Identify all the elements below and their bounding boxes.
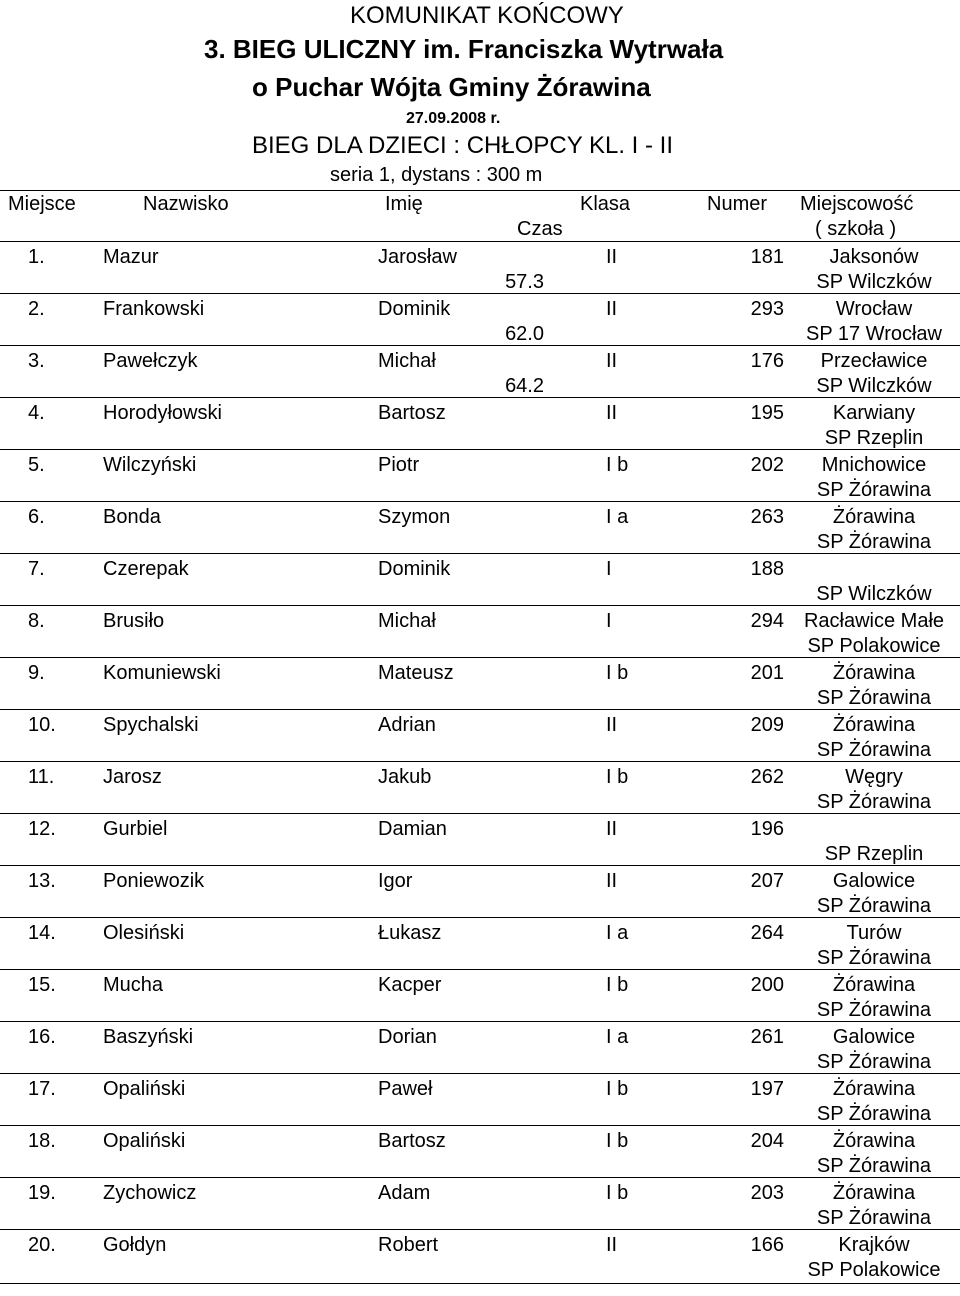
row-surname: Horodyłowski: [103, 402, 222, 424]
table-row: [0, 866, 960, 918]
row-school: SP Wilczków: [816, 271, 932, 293]
table-row: [0, 1230, 960, 1284]
header-event-name: 3. BIEG ULICZNY im. Franciszka Wytrwała: [204, 34, 724, 64]
row-surname: Jarosz: [103, 766, 162, 788]
row-time: 62.0: [505, 323, 544, 345]
column-klasa: Klasa: [580, 193, 631, 215]
row-place: 20.: [28, 1234, 56, 1256]
row-surname: Opaliński: [103, 1078, 186, 1100]
table-row: [0, 242, 960, 294]
row-surname: Frankowski: [103, 298, 205, 320]
row-numer: 209: [750, 714, 784, 736]
row-klasa: II: [606, 714, 618, 736]
header-trophy: o Puchar Wójta Gminy Żórawina: [252, 72, 651, 102]
row-first-name: Adrian: [378, 714, 436, 736]
row-surname: Komuniewski: [103, 662, 221, 684]
row-klasa: I a: [606, 1026, 629, 1048]
row-first-name: Dorian: [378, 1026, 437, 1048]
row-surname: Baszyński: [103, 1026, 194, 1048]
row-school: SP Żórawina: [816, 791, 932, 813]
row-numer: 261: [750, 1026, 784, 1048]
row-place: 9.: [28, 662, 45, 684]
row-surname: Wilczyński: [103, 454, 197, 476]
column-header-row: [0, 190, 960, 242]
row-numer: 264: [750, 922, 784, 944]
row-numer: 207: [750, 870, 784, 892]
row-klasa: I: [606, 558, 612, 580]
row-klasa: I b: [606, 1130, 629, 1152]
table-row: [0, 1126, 960, 1178]
row-first-name: Robert: [378, 1234, 439, 1256]
row-klasa: I b: [606, 1182, 629, 1204]
row-first-name: Paweł: [378, 1078, 433, 1100]
table-row: [0, 762, 960, 814]
row-city: Przecławice: [820, 350, 928, 372]
row-school: SP Rzeplin: [824, 843, 924, 865]
row-klasa: I a: [606, 506, 629, 528]
row-school: SP Żórawina: [816, 1207, 932, 1229]
row-first-name: Damian: [378, 818, 447, 840]
row-school: SP Polakowice: [807, 1259, 941, 1281]
row-numer: 204: [750, 1130, 784, 1152]
header-series: seria 1, dystans : 300 m: [330, 164, 543, 186]
row-first-name: Dominik: [378, 298, 451, 320]
row-place: 18.: [28, 1130, 56, 1152]
column-miejsce: Miejsce: [8, 193, 76, 215]
row-first-name: Jarosław: [378, 246, 457, 268]
row-place: 13.: [28, 870, 56, 892]
row-school: SP Żórawina: [816, 1103, 932, 1125]
row-numer: 181: [750, 246, 784, 268]
column-czas: Czas: [517, 218, 563, 240]
column-numer: Numer: [707, 193, 768, 215]
row-surname: Bonda: [103, 506, 161, 528]
row-klasa: I b: [606, 662, 629, 684]
header-category: BIEG DLA DZIECI : CHŁOPCY KL. I - II: [252, 132, 674, 159]
row-time: 64.2: [505, 375, 544, 397]
row-place: 15.: [28, 974, 56, 996]
row-numer: 201: [750, 662, 784, 684]
row-city: Żórawina: [832, 1130, 916, 1152]
row-place: 5.: [28, 454, 45, 476]
row-place: 2.: [28, 298, 45, 320]
row-surname: Spychalski: [103, 714, 199, 736]
row-surname: Gołdyn: [103, 1234, 167, 1256]
row-school: SP Żórawina: [816, 947, 932, 969]
row-place: 6.: [28, 506, 45, 528]
row-surname: Olesiński: [103, 922, 185, 944]
row-klasa: I: [606, 610, 612, 632]
row-klasa: II: [606, 402, 618, 424]
row-first-name: Adam: [378, 1182, 431, 1204]
table-row: [0, 1178, 960, 1230]
table-row: [0, 658, 960, 710]
table-row: [0, 814, 960, 866]
row-numer: 294: [750, 610, 784, 632]
column-nazwisko: Nazwisko: [143, 193, 229, 215]
row-first-name: Dominik: [378, 558, 451, 580]
row-numer: 262: [750, 766, 784, 788]
row-place: 10.: [28, 714, 56, 736]
row-place: 14.: [28, 922, 56, 944]
row-first-name: Łukasz: [378, 922, 442, 944]
row-place: 3.: [28, 350, 45, 372]
row-surname: Pawełczyk: [103, 350, 198, 372]
row-place: 16.: [28, 1026, 56, 1048]
row-surname: Zychowicz: [103, 1182, 197, 1204]
table-row: [0, 502, 960, 554]
table-row: [0, 398, 960, 450]
table-row: [0, 606, 960, 658]
row-numer: 202: [750, 454, 784, 476]
row-first-name: Michał: [378, 350, 436, 372]
row-klasa: I b: [606, 974, 629, 996]
row-klasa: II: [606, 298, 618, 320]
row-klasa: I b: [606, 766, 629, 788]
row-first-name: Bartosz: [378, 1130, 446, 1152]
column-miejscowosc: Miejscowość: [800, 193, 914, 215]
row-first-name: Michał: [378, 610, 436, 632]
row-school: SP Żórawina: [816, 739, 932, 761]
row-city: Karwiany: [832, 402, 916, 424]
row-first-name: Jakub: [378, 766, 432, 788]
row-school: SP Wilczków: [816, 375, 932, 397]
row-school: SP Polakowice: [807, 635, 941, 657]
row-surname: Opaliński: [103, 1130, 186, 1152]
document-header: [0, 0, 960, 190]
row-place: 4.: [28, 402, 45, 424]
row-numer: 176: [750, 350, 784, 372]
row-school: SP Rzeplin: [824, 427, 924, 449]
row-numer: 188: [750, 558, 784, 580]
row-city: Racławice Małe: [803, 610, 945, 632]
row-school: SP Żórawina: [816, 1051, 932, 1073]
row-school: SP Wilczków: [816, 583, 932, 605]
row-surname: Czerepak: [103, 558, 189, 580]
row-place: 12.: [28, 818, 56, 840]
row-city: Turów: [846, 922, 902, 944]
row-school: SP Żórawina: [816, 895, 932, 917]
table-row: [0, 970, 960, 1022]
row-first-name: Mateusz: [378, 662, 454, 684]
row-surname: Gurbiel: [103, 818, 168, 840]
row-city: Galowice: [832, 1026, 916, 1048]
row-place: 11.: [28, 766, 55, 788]
row-surname: Brusiło: [103, 610, 165, 632]
row-city: Żórawina: [832, 662, 916, 684]
row-klasa: I b: [606, 1078, 629, 1100]
row-school: SP Żórawina: [816, 1155, 932, 1177]
column-imie: Imię: [385, 193, 423, 215]
row-numer: 263: [750, 506, 784, 528]
row-numer: 293: [750, 298, 784, 320]
row-city: Jaksonów: [829, 246, 919, 268]
row-first-name: Igor: [378, 870, 413, 892]
table-row: [0, 710, 960, 762]
row-place: 7.: [28, 558, 45, 580]
row-school: SP 17 Wrocław: [806, 323, 942, 345]
row-school: SP Żórawina: [816, 479, 932, 501]
table-row: [0, 1074, 960, 1126]
row-school: SP Żórawina: [816, 999, 932, 1021]
row-klasa: II: [606, 870, 618, 892]
row-klasa: II: [606, 818, 618, 840]
table-row: [0, 918, 960, 970]
row-klasa: II: [606, 350, 618, 372]
row-place: 19.: [28, 1182, 56, 1204]
table-row: [0, 450, 960, 502]
row-time: 57.3: [505, 271, 544, 293]
row-first-name: Kacper: [378, 974, 442, 996]
row-numer: 203: [750, 1182, 784, 1204]
row-numer: 200: [750, 974, 784, 996]
row-klasa: II: [606, 1234, 618, 1256]
row-place: 1.: [28, 246, 45, 268]
row-first-name: Piotr: [378, 454, 420, 476]
header-date: 27.09.2008 r.: [406, 110, 501, 127]
row-surname: Mazur: [103, 246, 159, 268]
row-city: Węgry: [845, 766, 903, 788]
row-surname: Poniewozik: [103, 870, 205, 892]
row-surname: Mucha: [103, 974, 164, 996]
row-numer: 197: [750, 1078, 784, 1100]
row-school: SP Żórawina: [816, 531, 932, 553]
row-city: Żórawina: [832, 506, 916, 528]
row-klasa: I b: [606, 454, 629, 476]
row-city: Żórawina: [832, 1078, 916, 1100]
table-row: [0, 1022, 960, 1074]
row-numer: 196: [750, 818, 784, 840]
row-city: Żórawina: [832, 1182, 916, 1204]
row-numer: 166: [750, 1234, 784, 1256]
row-first-name: Bartosz: [378, 402, 446, 424]
row-school: SP Żórawina: [816, 687, 932, 709]
row-city: Galowice: [832, 870, 916, 892]
table-row: [0, 346, 960, 398]
row-klasa: I a: [606, 922, 629, 944]
header-title: KOMUNIKAT KOŃCOWY: [350, 2, 624, 29]
row-city: Krajków: [838, 1234, 910, 1256]
row-city: Mnichowice: [821, 454, 927, 476]
row-city: Wrocław: [835, 298, 913, 320]
row-numer: 195: [750, 402, 784, 424]
row-city: Żórawina: [832, 974, 916, 996]
row-place: 8.: [28, 610, 45, 632]
table-row: [0, 294, 960, 346]
table-row: [0, 554, 960, 606]
row-place: 17.: [28, 1078, 56, 1100]
column-szkola: ( szkoła ): [815, 218, 897, 240]
row-first-name: Szymon: [378, 506, 451, 528]
row-city: Żórawina: [832, 714, 916, 736]
row-klasa: II: [606, 246, 618, 268]
